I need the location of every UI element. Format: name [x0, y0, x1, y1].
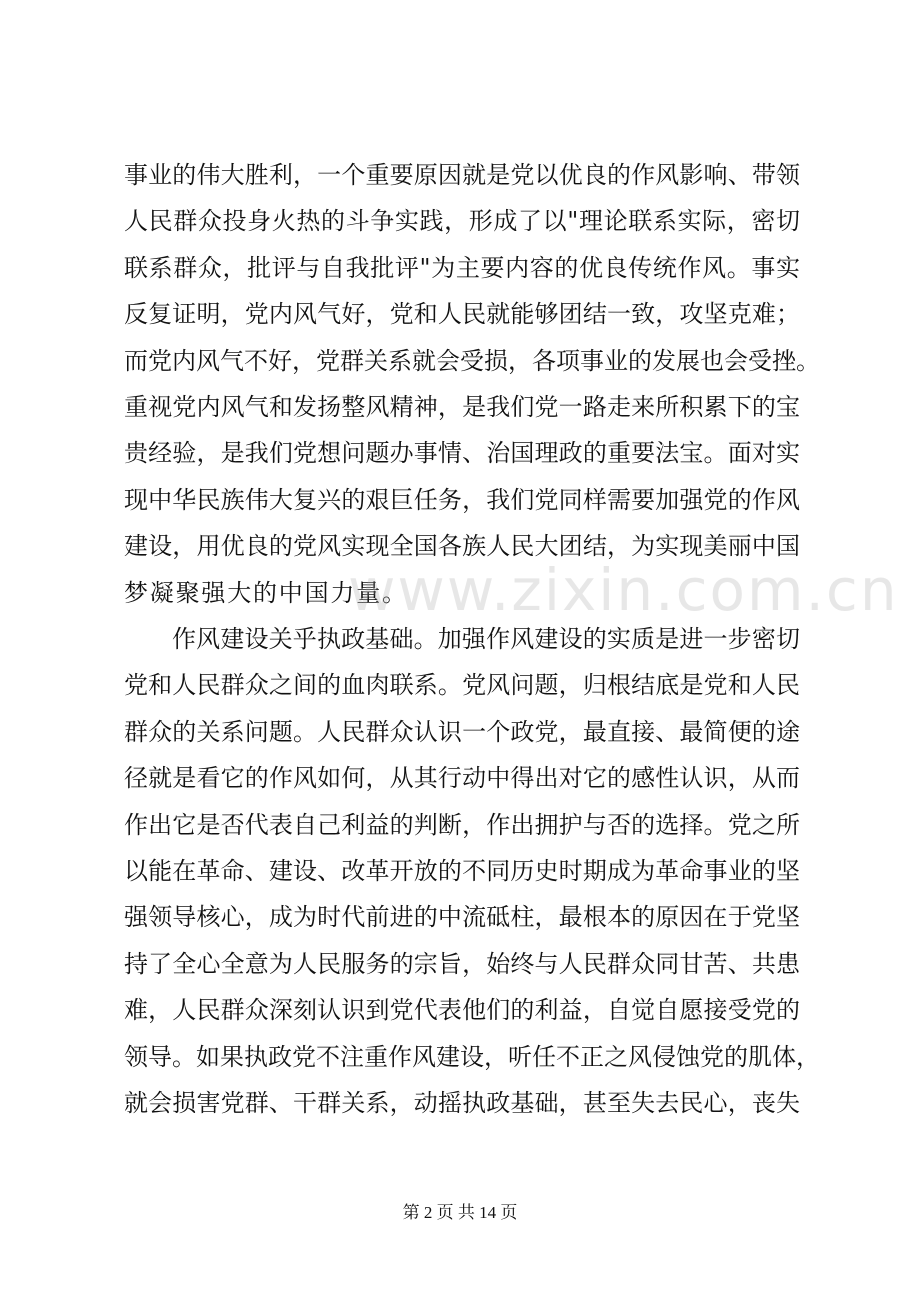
- paragraph-work-style: [124, 616, 820, 1126]
- text-line: 现中华民族伟大复兴的艰巨任务，我们党同样需要加强党的作风: [124, 485, 800, 514]
- text-line: 群众的关系问题。人民群众认识一个政党，最直接、最简便的途: [124, 717, 800, 746]
- text-line: 联系群众，批评与自我批评"为主要内容的优良传统作风。事实: [124, 253, 800, 282]
- text-line: 持了全心全意为人民服务的宗旨，始终与人民群众同甘苦、共患: [124, 949, 800, 978]
- text-line: 领导。如果执政党不注重作风建设，听任不正之风侵蚀党的肌体，: [124, 1042, 820, 1071]
- text-line: 以能在革命、建设、改革开放的不同历史时期成为革命事业的坚: [124, 856, 800, 885]
- text-line: 人民群众投身火热的斗争实践，形成了以"理论联系实际，密切: [124, 207, 800, 236]
- text-line: 重视党内风气和发扬整风精神，是我们党一路走来所积累下的宝: [124, 392, 800, 421]
- text-line: 事业的伟大胜利，一个重要原因就是党以优良的作风影响、带领: [124, 161, 800, 189]
- text-line: 建设，用优良的党风实现全国各族人民大团结，为实现美丽中国: [124, 532, 800, 561]
- text-line: 贵经验，是我们党想问题办事情、治国理政的重要法宝。面对实: [124, 439, 800, 468]
- text-line: 径就是看它的作风如何，从其行动中得出对它的感性认识，从而: [124, 764, 800, 793]
- text-line: 作风建设关乎执政基础。加强作风建设的实质是进一步密切: [172, 625, 800, 653]
- text-line: 强领导核心，成为时代前进的中流砥柱，最根本的原因在于党坚: [124, 903, 800, 932]
- text-line: 就会损害党群、干群关系，动摇执政基础，甚至失去民心，丧失: [124, 1088, 800, 1117]
- text-line: 党和人民群众之间的血肉联系。党风问题，归根结底是党和人民: [124, 671, 800, 700]
- text-line: 反复证明，党内风气好，党和人民就能够团结一致，攻坚克难；: [124, 300, 800, 329]
- text-line: 难，人民群众深刻认识到党代表他们的利益，自觉自愿接受党的: [124, 996, 800, 1025]
- text-line: 梦凝聚强大的中国力量。: [124, 578, 408, 607]
- text-line: 作出它是否代表自己利益的判断，作出拥护与否的选择。党之所: [124, 810, 800, 839]
- text-line: 而党内风气不好，党群关系就会受损，各项事业的发展也会受挫。: [124, 346, 820, 375]
- paragraph-continued: [124, 152, 820, 616]
- page-number-footer: 第 2 页 共 14 页: [402, 1203, 518, 1222]
- watermark: www.zixin.com.cn: [348, 556, 899, 624]
